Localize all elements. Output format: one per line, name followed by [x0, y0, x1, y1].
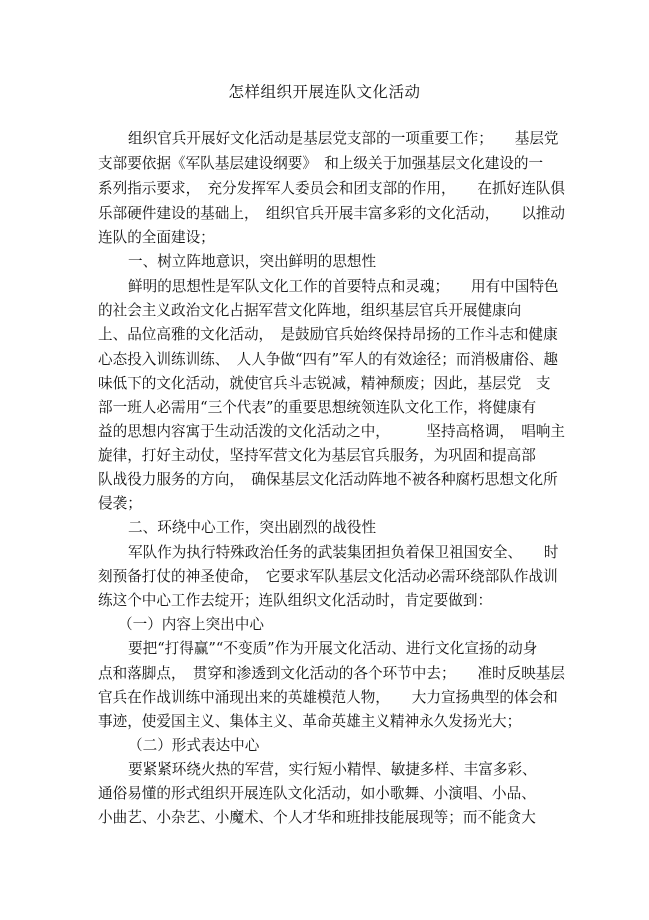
body-line: 鲜明的思想性是军队文化工作的首要特点和灵魂； 用有中国特色: [128, 278, 559, 295]
body-line: 支部要依据《军队基层建设纲要》 和上级关于加强基层文化建设的一: [98, 155, 544, 172]
body-line: 旋律，打好主动仗，坚持军营文化为基层官兵服务，为巩固和提高部: [98, 447, 536, 464]
body-line: 事迹，使爱国主义、集体主义、革命英雄主义精神永久发扬光大；: [98, 713, 522, 730]
body-line: 练这个中心工作去绽开；连队组织文化活动时，肯定要做到：: [98, 592, 493, 609]
subsection-heading: （一）内容上突出中心: [118, 616, 264, 633]
body-line: 味低下的文化活动，就使官兵斗志锐减，精神颓废；因此，基层党 支: [98, 375, 551, 392]
section-heading: 二、环绕中心工作，突出剧烈的战役性: [128, 519, 377, 536]
body-line: 益的思想内容寓于生动活泼的文化活动之中， 坚持高格调， 唱响主: [98, 423, 565, 440]
body-line: 系列指示要求， 充分发挥军人委员会和团支部的作用， 在抓好连队俱: [98, 180, 565, 197]
body-line: 组织官兵开展好文化活动是基层党支部的一项重要工作； 基层党: [128, 130, 559, 147]
document-title: 怎样组织开展连队文化活动: [228, 83, 421, 101]
body-line: 刻预备打仗的神圣使命， 它要求军队基层文化活动必需环绕部队作战训: [98, 568, 558, 585]
subsection-heading: （二）形式表达中心: [128, 737, 260, 754]
body-line: 要紧紧环绕火热的军营，实行短小精悍、敏捷多样、丰富多彩、: [128, 761, 537, 778]
body-line: 小曲艺、小杂艺、小魔术、个人才华和班排技能展现等；而不能贪大: [98, 809, 536, 826]
body-line: 军队作为执行特殊政治任务的武装集团担负着保卫祖国安全、 时: [128, 544, 559, 561]
body-line: 要把“打得赢”“不变质”作为开展文化活动、进行文化宣扬的动身: [128, 640, 538, 657]
body-line: 的社会主义政治文化占据军营文化阵地，组织基层官兵开展健康向: [98, 302, 522, 319]
body-line: 上、品位高雅的文化活动， 是鼓励官兵始终保持昂扬的工作斗志和健康: [98, 326, 558, 343]
body-line: 连队的全面建设；: [98, 229, 215, 246]
body-line: 点和落脚点， 贯穿和渗透到文化活动的各个环节中去； 准时反映基层: [98, 665, 565, 682]
body-line: 乐部硬件建设的基础上， 组织官兵开展丰富多彩的文化活动， 以推动: [98, 205, 565, 222]
body-line: 官兵在作战训练中涌现出来的英雄模范人物， 大力宣扬典型的体会和: [98, 689, 558, 706]
body-line: 队战役力服务的方向， 确保基层文化活动阵地不被各种腐朽思想文化所: [98, 471, 558, 488]
section-heading: 一、树立阵地意识，突出鲜明的思想性: [128, 253, 377, 270]
body-line: 通俗易懂的形式组织开展连队文化活动，如小歌舞、小演唱、小品、: [98, 785, 536, 802]
body-line: 心态投入训练训练、 人人争做“四有”军人的有效途径；而消极庸俗、趣: [98, 351, 559, 368]
body-line: 部一班人必需用“三个代表”的重要思想统领连队文化工作，将健康有: [98, 399, 537, 416]
body-line: 侵袭；: [98, 495, 142, 512]
